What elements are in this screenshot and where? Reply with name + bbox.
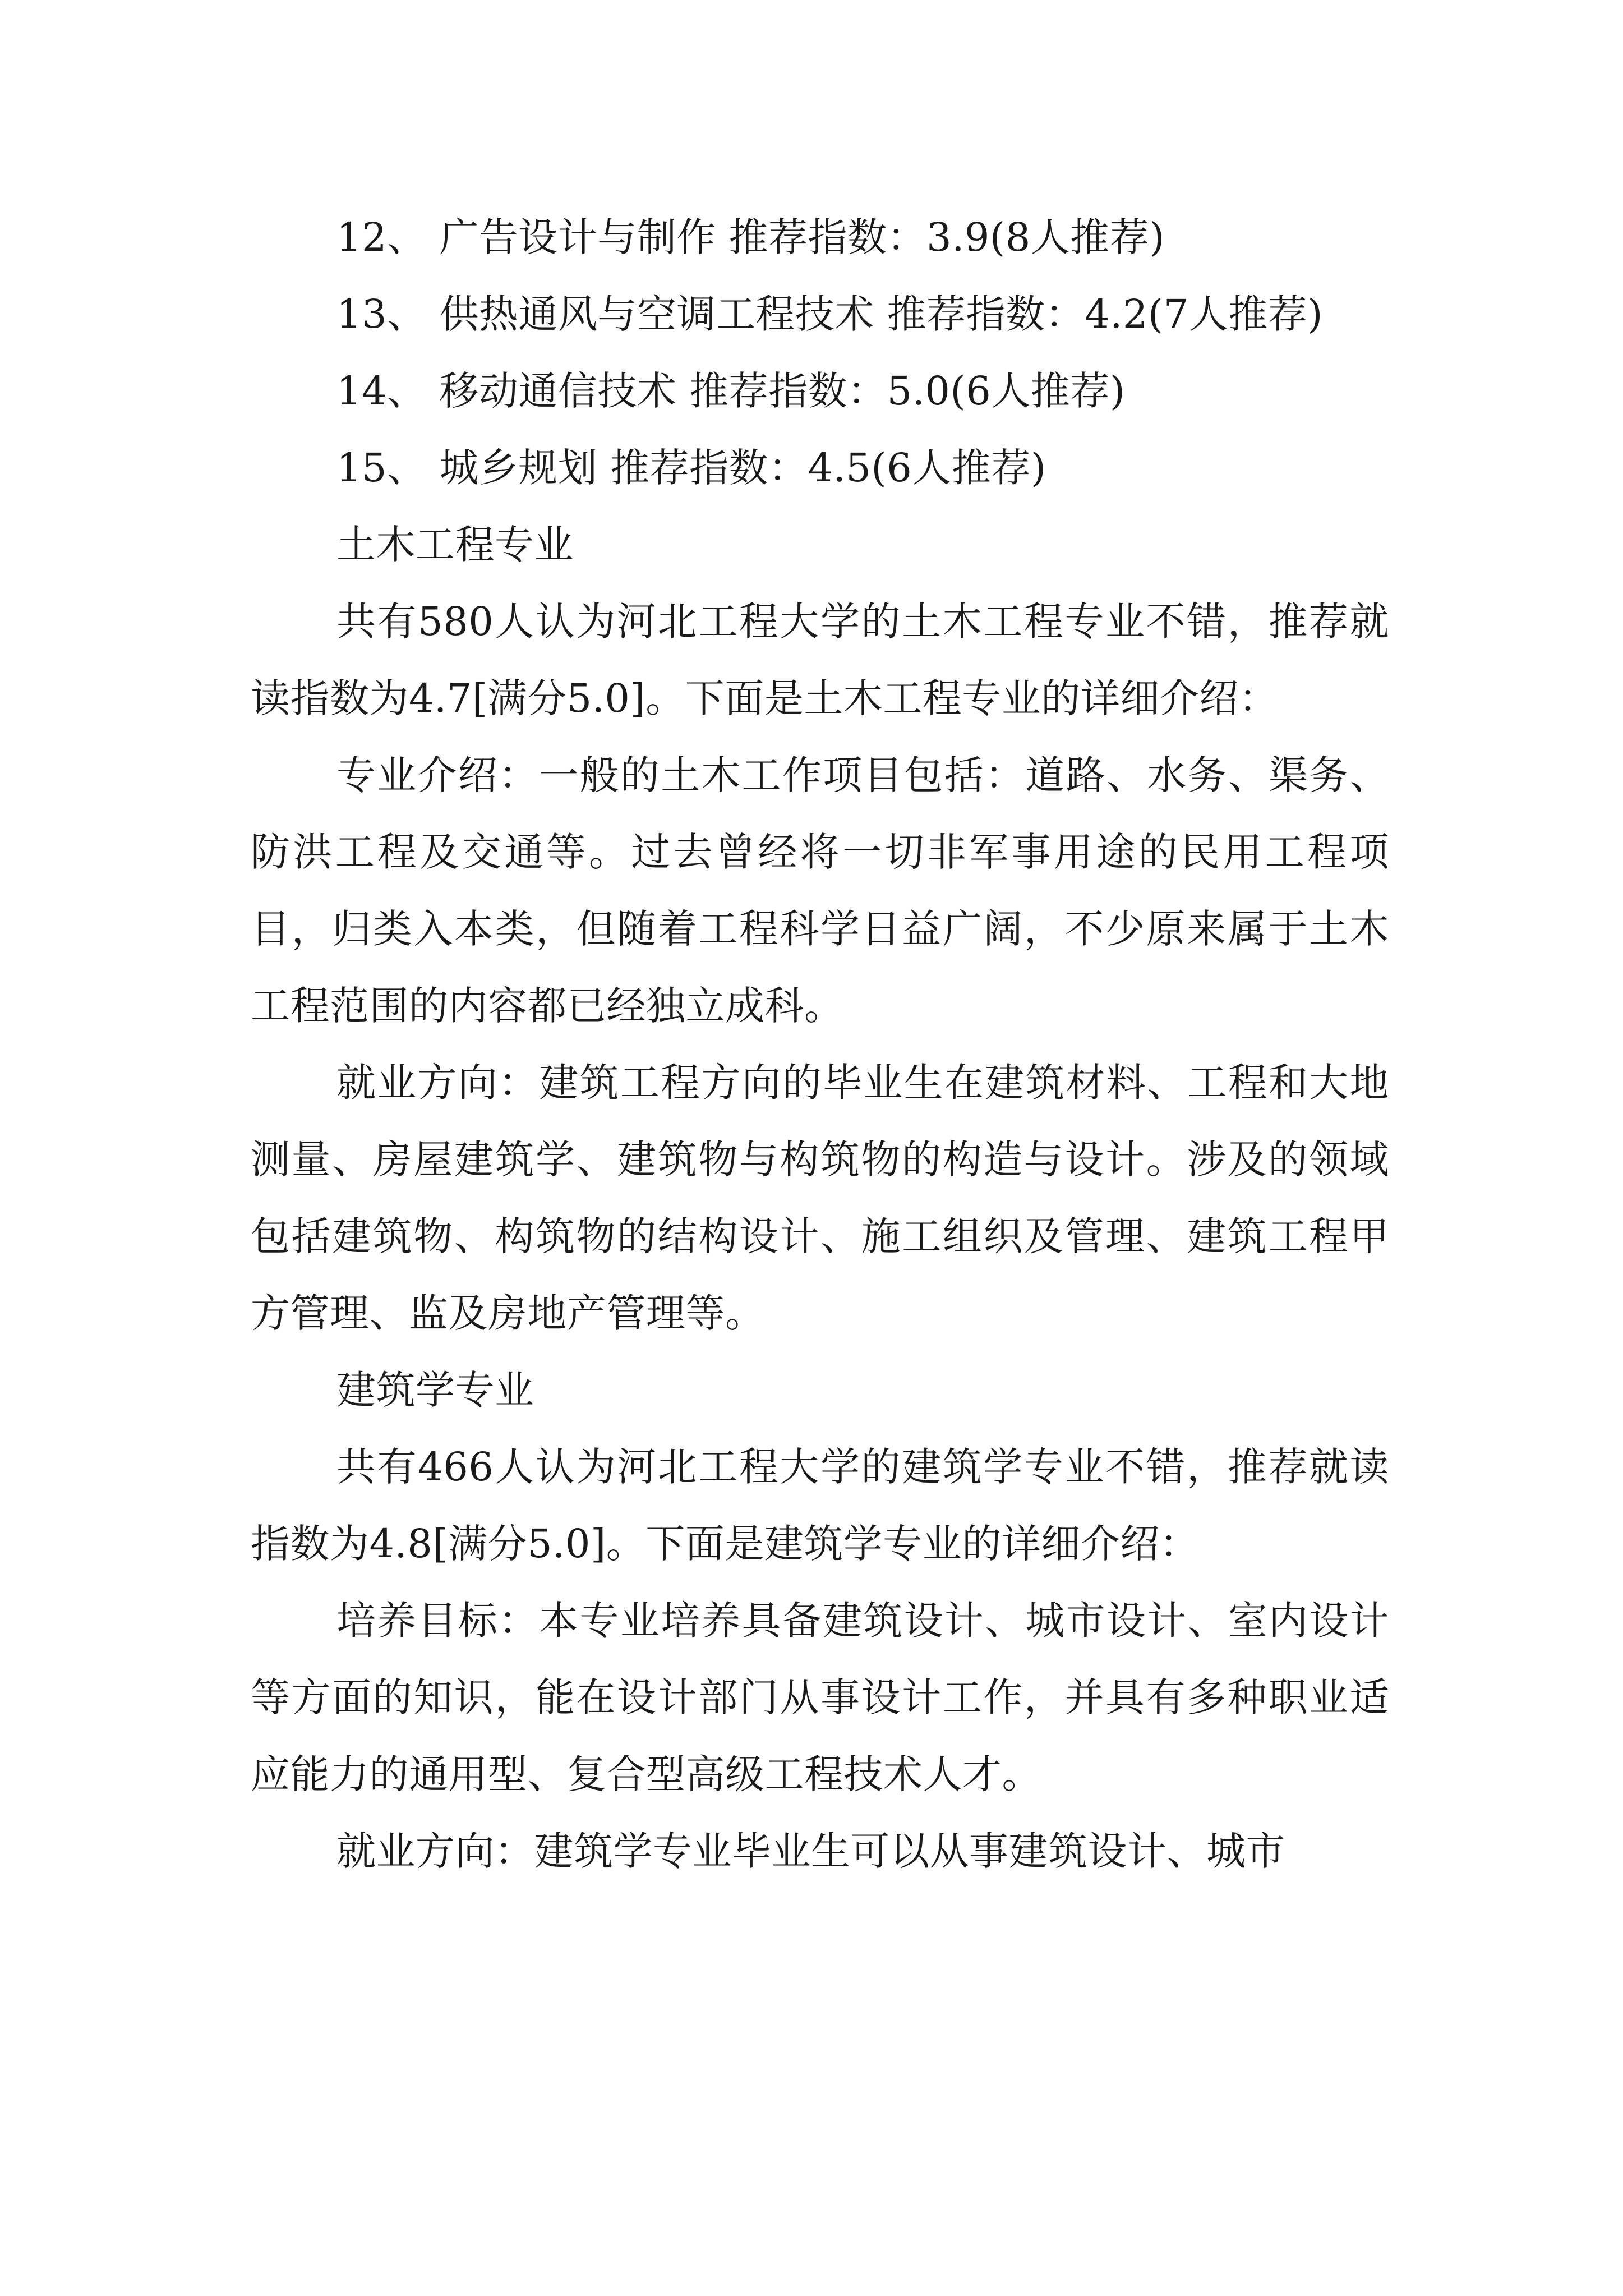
civil-engineering-introduction: 专业介绍：一般的土木工作项目包括：道路、水务、渠务、防洪工程及交通等。过去曾经将一切非军事用途的民用工程项目，归类入本类，但随着工程科学日益广阔，不少原来属于土木工程范围的内容都已经独立成科。	[251, 752, 1389, 1029]
section-heading-architecture: 建筑学专业	[336, 1367, 534, 1413]
architecture-summary: 共有466人认为河北工程大学的建筑学专业不错，推荐就读指数为4.8[满分5.0]。下面是建筑学专业的详细介绍：	[251, 1444, 1389, 1567]
list-item-13: 13、 供热通风与空调工程技术 推荐指数：4.2(7人推荐)	[336, 291, 1324, 337]
list-item-12: 12、 广告设计与制作 推荐指数：3.9(8人推荐)	[336, 214, 1165, 260]
architecture-training-goal: 培养目标：本专业培养具备建筑设计、城市设计、室内设计等方面的知识，能在设计部门从事设计工作，并具有多种职业适应能力的通用型、复合型高级工程技术人才。	[251, 1598, 1389, 1797]
list-item-15: 15、 城乡规划 推荐指数：4.5(6人推荐)	[336, 445, 1046, 491]
civil-engineering-career-direction: 就业方向：建筑工程方向的毕业生在建筑材料、工程和大地测量、房屋建筑学、建筑物与构筑物的构造与设计。涉及的领域包括建筑物、构筑物的结构设计、施工组织及管理、建筑工程甲方管理、监及房地产管理等。	[251, 1060, 1389, 1336]
list-item-14: 14、 移动通信技术 推荐指数：5.0(6人推荐)	[336, 368, 1126, 414]
civil-engineering-summary: 共有580人认为河北工程大学的土木工程专业不错，推荐就读指数为4.7[满分5.0]。下面是土木工程专业的详细介绍：	[251, 599, 1389, 721]
architecture-career-direction: 就业方向：建筑学专业毕业生可以从事建筑设计、城市	[336, 1828, 1285, 1874]
section-heading-civil-engineering: 土木工程专业	[336, 522, 574, 568]
document-body	[251, 199, 1389, 1890]
